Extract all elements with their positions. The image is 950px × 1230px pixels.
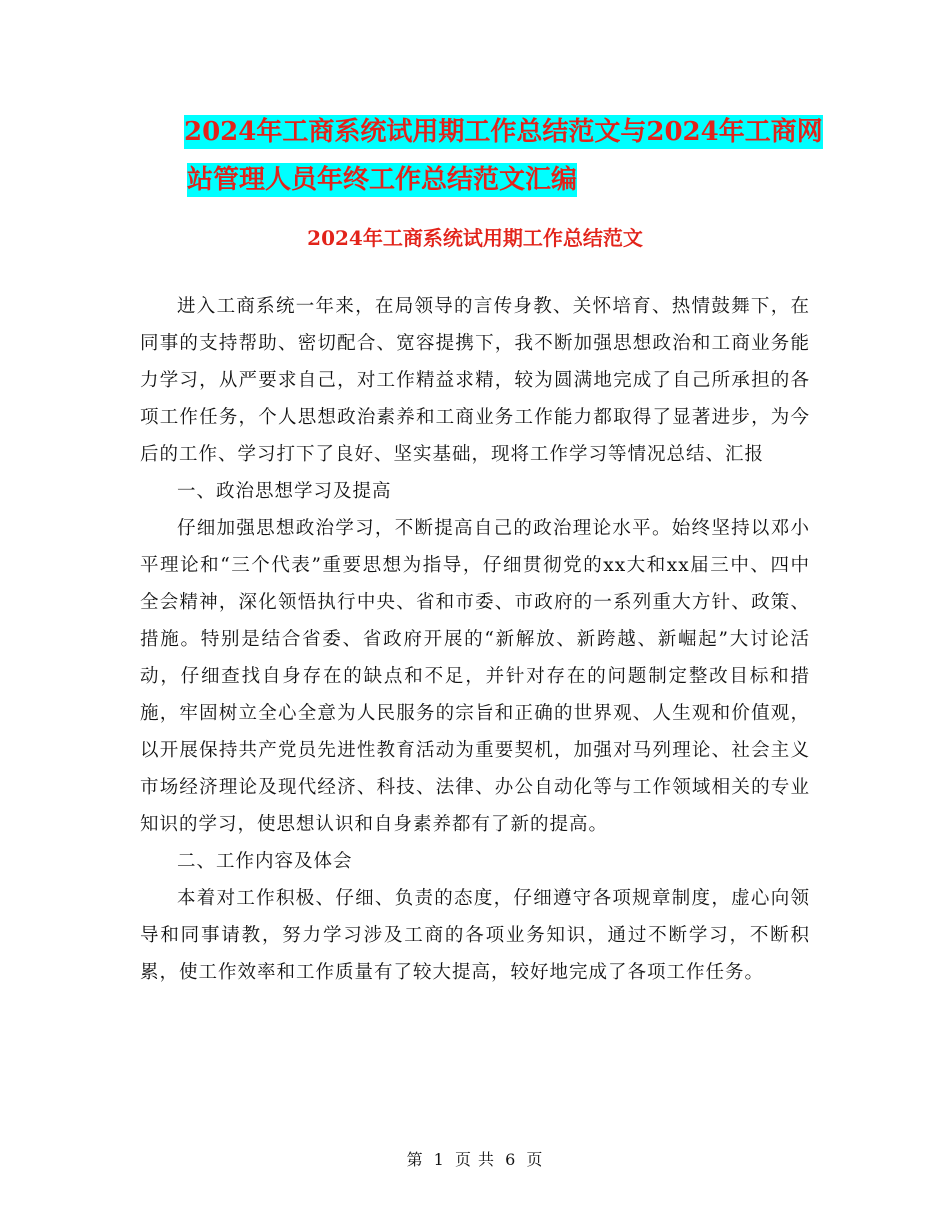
document-title-line-1 <box>140 108 823 156</box>
section-heading-work: 二、工作内容及体会 <box>177 851 353 872</box>
section-heading-politics: 一、政治思想学习及提高 <box>177 481 392 502</box>
page-mid: 页 共 <box>454 1150 496 1169</box>
page-current: 1 <box>433 1150 445 1169</box>
politics-paragraph: 仔细加强思想政治学习，不断提高自己的政治理论水平。始终坚持以邓小平理论和“三个代表”重要思想为指导，仔细贯彻党的xx大和xx届三中、四中全会精神，深化领悟执行中央、省和市委、市政府的一系列重大方针、政策、措施。特别是结合省委、省政府开展的“新解放、新跨越、新崛起”大讨论活动，仔细查找自身存在的缺点和不足，并针对存在的问题制定整改目标和措施，牢固树立全心全意为人民服务的宗旨和正确的世界观、人生观和价值观，以开展保持共产党员先进性教育活动为重要契机，加强对马列理论、社会主义市场经济理论及现代经济、科技、法律、办公自动化等与工作领域相关的专业知识的学习，使思想认识和自身素养都有了新的提高。 <box>140 518 810 835</box>
document-title <box>140 108 823 204</box>
intro-paragraph: 进入工商系统一年来，在局领导的言传身教、关怀培育、热情鼓舞下，在同事的支持帮助、密切配合、宽容提携下，我不断加强思想政治和工商业务能力学习，从严要求自己，对工作精益求精，较为圆满地完成了自己所承担的各项工作任务，个人思想政治素养和工商业务工作能力都取得了显著进步，为今后的工作、学习打下了良好、坚实基础，现将工作学习等情况总结、汇报 <box>140 296 810 465</box>
work-paragraph: 本着对工作积极、仔细、负责的态度，仔细遵守各项规章制度，虚心向领导和同事请教，努力学习涉及工商的各项业务知识，通过不断学习，不断积累，使工作效率和工作质量有了较大提高，较好地完成了各项工作任务。 <box>140 888 810 983</box>
page-prefix: 第 <box>406 1150 424 1169</box>
document-body <box>140 288 810 991</box>
title-highlight: 2024年工商系统试用期工作总结范文与2024年工商网 <box>184 117 823 147</box>
section-title: 2024年工商系统试用期工作总结范文 <box>307 226 643 250</box>
page-number-footer <box>0 1150 950 1170</box>
page-total: 6 <box>505 1150 517 1169</box>
document-title-line-2 <box>140 156 820 204</box>
page-suffix: 页 <box>526 1150 544 1169</box>
title-highlight: 站管理人员年终工作总结范文汇编 <box>187 165 578 195</box>
